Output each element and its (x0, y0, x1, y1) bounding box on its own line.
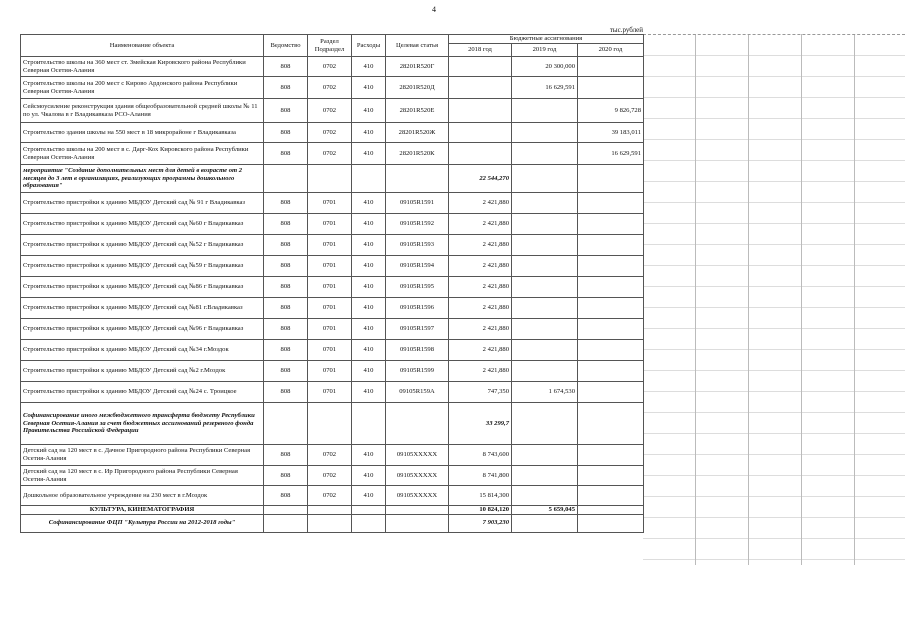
page-number: 4 (432, 5, 436, 14)
cell-y2019: 1 674,530 (512, 382, 578, 403)
cell-y2018: 15 814,300 (449, 486, 512, 506)
cell-name: Детский сад на 120 мест в с. Дачное Пригородного района Республики Северная Осетия-Алания (21, 445, 264, 466)
cell-y2020 (578, 57, 644, 77)
cell-dept: 808 (264, 340, 308, 361)
cell-expenses (352, 165, 386, 193)
cell-dept: 808 (264, 77, 308, 99)
cell-target: 09105R159А (386, 382, 449, 403)
cell-target (386, 403, 449, 445)
table-row (21, 361, 644, 382)
cell-name: Строительство пристройки к зданию МБДОУ Детский сад №86 г Владикавказ (21, 277, 264, 298)
cell-y2019 (512, 486, 578, 506)
table-row (21, 57, 644, 77)
cell-y2020 (578, 514, 644, 532)
table-row (21, 466, 644, 486)
cell-y2020 (578, 298, 644, 319)
cell-dept: 808 (264, 214, 308, 235)
table-row (21, 99, 644, 123)
table-row (21, 298, 644, 319)
cell-y2020 (578, 256, 644, 277)
cell-y2019 (512, 214, 578, 235)
budget-table (20, 34, 644, 533)
table-row (21, 214, 644, 235)
cell-section: 0702 (308, 445, 352, 466)
table-row (21, 193, 644, 214)
cell-section: 0702 (308, 77, 352, 99)
cell-target: 28201R520Ж (386, 123, 449, 143)
cell-dept: 808 (264, 361, 308, 382)
cell-section: 0701 (308, 193, 352, 214)
cell-expenses (352, 514, 386, 532)
cell-section: 0702 (308, 143, 352, 165)
cell-y2019: 20 300,000 (512, 57, 578, 77)
empty-grid-area (643, 34, 905, 565)
cell-y2019 (512, 235, 578, 256)
units-label: тыс.рублей (609, 26, 643, 34)
cell-section (308, 514, 352, 532)
cell-y2020 (578, 445, 644, 466)
cell-expenses: 410 (352, 123, 386, 143)
cell-y2018: 7 903,230 (449, 514, 512, 532)
cell-y2018: 2 421,880 (449, 361, 512, 382)
cell-y2020 (578, 403, 644, 445)
cell-y2018: 8 743,600 (449, 445, 512, 466)
cell-section: 0701 (308, 214, 352, 235)
cell-y2020 (578, 165, 644, 193)
cell-expenses: 410 (352, 466, 386, 486)
cell-y2020 (578, 506, 644, 515)
cell-y2018: 2 421,880 (449, 193, 512, 214)
cell-y2019 (512, 277, 578, 298)
cell-dept: 808 (264, 486, 308, 506)
cell-y2019 (512, 123, 578, 143)
cell-section: 0702 (308, 99, 352, 123)
cell-y2018: 2 421,880 (449, 319, 512, 340)
header-2018: 2018 год (449, 44, 512, 57)
cell-y2020 (578, 340, 644, 361)
cell-section: 0702 (308, 486, 352, 506)
cell-y2018: 10 824,120 (449, 506, 512, 515)
header-expenses: Расходы (352, 35, 386, 57)
cell-y2019 (512, 466, 578, 486)
cell-target (386, 506, 449, 515)
table-row (21, 165, 644, 193)
table-row (21, 256, 644, 277)
header-name: Наименование объекта (21, 35, 264, 57)
header-dept: Ведомство (264, 35, 308, 57)
cell-y2019 (512, 298, 578, 319)
cell-y2020 (578, 193, 644, 214)
cell-y2020: 16 629,591 (578, 143, 644, 165)
cell-dept: 808 (264, 277, 308, 298)
cell-target (386, 165, 449, 193)
cell-y2018: 2 421,880 (449, 235, 512, 256)
cell-name: Строительство пристройки к зданию МБДОУ Детский сад №81 г.Владикавказ (21, 298, 264, 319)
cell-name: Софинансирование иного межбюджетного трансферта бюджету Республики Северная Осетия-Алания за счет бюджетных ассигнований резервного фонда Правительства Российской Федерации (21, 403, 264, 445)
header-target: Целевая статья (386, 35, 449, 57)
table-row (21, 143, 644, 165)
cell-y2019 (512, 403, 578, 445)
table-row (21, 319, 644, 340)
table-row (21, 340, 644, 361)
cell-name: Софинансирование ФЦП "Культура России на 2012-2018 годы" (21, 514, 264, 532)
cell-target: 09105R1596 (386, 298, 449, 319)
cell-dept: 808 (264, 256, 308, 277)
cell-y2019 (512, 340, 578, 361)
cell-dept: 808 (264, 123, 308, 143)
cell-expenses: 410 (352, 256, 386, 277)
cell-section: 0701 (308, 256, 352, 277)
cell-y2018: 747,350 (449, 382, 512, 403)
cell-name: Строительство школы на 200 мест с Кирово Ардонского района Республики Северная Осетия-Алания (21, 77, 264, 99)
cell-name: Строительство здания школы на 550 мест в 18 микрорайоне г Владикавказа (21, 123, 264, 143)
cell-y2020 (578, 486, 644, 506)
cell-target: 28201R520К (386, 143, 449, 165)
cell-name: Строительство пристройки к зданию МБДОУ Детский сад №59 г Владикавказ (21, 256, 264, 277)
cell-expenses: 410 (352, 382, 386, 403)
cell-y2019 (512, 143, 578, 165)
cell-target: 09105R1595 (386, 277, 449, 298)
cell-y2020 (578, 77, 644, 99)
cell-expenses (352, 506, 386, 515)
cell-y2019 (512, 319, 578, 340)
cell-target: 09105R1597 (386, 319, 449, 340)
cell-y2018: 2 421,880 (449, 340, 512, 361)
cell-y2019 (512, 99, 578, 123)
cell-y2019 (512, 165, 578, 193)
cell-name: Строительство школы на 360 мест ст. Змейская Кировского района Республики Северная Осетия-Алания (21, 57, 264, 77)
table-row (21, 403, 644, 445)
header-2020: 2020 год (578, 44, 644, 57)
header-section: Раздел Подраздел (308, 35, 352, 57)
cell-expenses: 410 (352, 277, 386, 298)
cell-dept: 808 (264, 99, 308, 123)
cell-dept: 808 (264, 193, 308, 214)
cell-dept: 808 (264, 319, 308, 340)
cell-y2018: 22 544,270 (449, 165, 512, 193)
table-row (21, 514, 644, 532)
cell-target: 09105R1599 (386, 361, 449, 382)
cell-y2018 (449, 143, 512, 165)
cell-y2019 (512, 256, 578, 277)
cell-name: Строительство пристройки к зданию МБДОУ Детский сад №96 г Владикавказ (21, 319, 264, 340)
cell-expenses: 410 (352, 99, 386, 123)
cell-name: мероприятие "Создание дополнительных мест для детей в возрасте от 2 месяцев до 3 лет в организациях, реализующих программы дошкольного образования" (21, 165, 264, 193)
cell-y2018 (449, 77, 512, 99)
cell-dept: 808 (264, 382, 308, 403)
cell-section: 0701 (308, 340, 352, 361)
cell-section (308, 506, 352, 515)
cell-expenses: 410 (352, 486, 386, 506)
cell-y2020 (578, 361, 644, 382)
cell-target: 09105ХХХХХ (386, 486, 449, 506)
table-row (21, 486, 644, 506)
cell-expenses: 410 (352, 298, 386, 319)
cell-target (386, 514, 449, 532)
cell-name: Строительство пристройки к зданию МБДОУ Детский сад №2 г.Моздок (21, 361, 264, 382)
cell-y2018: 2 421,880 (449, 214, 512, 235)
cell-y2020 (578, 214, 644, 235)
cell-y2018: 2 421,880 (449, 298, 512, 319)
cell-name: Дошкольное образовательное учреждение на 230 мест в г.Моздок (21, 486, 264, 506)
table-row (21, 77, 644, 99)
cell-target: 09105ХХХХХ (386, 445, 449, 466)
header-budget: Бюджетные ассигнования (449, 35, 644, 44)
cell-section: 0702 (308, 57, 352, 77)
cell-dept: 808 (264, 298, 308, 319)
cell-target: 09105R1593 (386, 235, 449, 256)
cell-dept: 808 (264, 143, 308, 165)
cell-y2018: 2 421,880 (449, 277, 512, 298)
cell-target: 09105R1594 (386, 256, 449, 277)
cell-y2020 (578, 466, 644, 486)
cell-dept: 808 (264, 57, 308, 77)
cell-section: 0702 (308, 123, 352, 143)
cell-dept (264, 403, 308, 445)
cell-name: Строительство пристройки к зданию МБДОУ Детский сад №52 г Владикавказ (21, 235, 264, 256)
cell-y2019: 16 629,591 (512, 77, 578, 99)
cell-y2020: 39 183,011 (578, 123, 644, 143)
table-row (21, 235, 644, 256)
table-row (21, 277, 644, 298)
cell-y2020 (578, 319, 644, 340)
cell-y2020 (578, 277, 644, 298)
cell-name: Строительство школы на 200 мест в с. Дарг-Кох Кировского района Республики Северная Осетия-Алания (21, 143, 264, 165)
table-row (21, 506, 644, 515)
cell-y2019 (512, 445, 578, 466)
cell-expenses: 410 (352, 143, 386, 165)
cell-target: 09105R1598 (386, 340, 449, 361)
cell-section: 0701 (308, 382, 352, 403)
table-row (21, 123, 644, 143)
header-2019: 2019 год (512, 44, 578, 57)
cell-target: 09105ХХХХХ (386, 466, 449, 486)
cell-expenses: 410 (352, 445, 386, 466)
cell-y2018: 33 299,7 (449, 403, 512, 445)
cell-name: Строительство пристройки к зданию МБДОУ Детский сад №34 г.Моздок (21, 340, 264, 361)
cell-target: 09105R1591 (386, 193, 449, 214)
cell-y2020 (578, 235, 644, 256)
cell-section (308, 165, 352, 193)
cell-section: 0701 (308, 319, 352, 340)
cell-y2018 (449, 99, 512, 123)
cell-expenses (352, 403, 386, 445)
cell-y2019 (512, 193, 578, 214)
cell-name: Детский сад на 120 мест в с. Ир Пригородного района Республики Северная Осетия-Алания (21, 466, 264, 486)
cell-dept: 808 (264, 445, 308, 466)
cell-expenses: 410 (352, 361, 386, 382)
cell-target: 28201R520Г (386, 57, 449, 77)
cell-section: 0701 (308, 277, 352, 298)
cell-target: 28201R520Д (386, 77, 449, 99)
cell-y2020 (578, 382, 644, 403)
cell-y2020: 9 826,728 (578, 99, 644, 123)
cell-expenses: 410 (352, 57, 386, 77)
cell-target: 09105R1592 (386, 214, 449, 235)
cell-section (308, 403, 352, 445)
cell-dept (264, 514, 308, 532)
cell-name: Сейсмоусиление реконструкция здания общеобразовательной средней школы № 11 по ул. Чкалова в г Владикавказа РСО-Алания (21, 99, 264, 123)
cell-section: 0701 (308, 361, 352, 382)
cell-name: Строительство пристройки к зданию МБДОУ Детский сад №24 с. Троицкое (21, 382, 264, 403)
cell-expenses: 410 (352, 340, 386, 361)
cell-dept: 808 (264, 466, 308, 486)
table-row (21, 445, 644, 466)
cell-y2019 (512, 514, 578, 532)
cell-y2019 (512, 361, 578, 382)
cell-dept (264, 165, 308, 193)
cell-expenses: 410 (352, 77, 386, 99)
cell-name: Строительство пристройки к зданию МБДОУ Детский сад №60 г Владикавказ (21, 214, 264, 235)
cell-y2018 (449, 57, 512, 77)
cell-section: 0701 (308, 298, 352, 319)
cell-expenses: 410 (352, 193, 386, 214)
cell-dept: 808 (264, 235, 308, 256)
cell-dept (264, 506, 308, 515)
cell-y2018: 8 741,800 (449, 466, 512, 486)
cell-y2019: 5 659,045 (512, 506, 578, 515)
cell-name: Строительство пристройки к зданию МБДОУ Детский сад № 91 г Владикавказ (21, 193, 264, 214)
cell-expenses: 410 (352, 235, 386, 256)
cell-section: 0701 (308, 235, 352, 256)
cell-y2018 (449, 123, 512, 143)
cell-y2018: 2 421,880 (449, 256, 512, 277)
cell-target: 28201R520Е (386, 99, 449, 123)
cell-section: 0702 (308, 466, 352, 486)
cell-expenses: 410 (352, 319, 386, 340)
table-row (21, 382, 644, 403)
cell-name: КУЛЬТУРА, КИНЕМАТОГРАФИЯ (21, 506, 264, 515)
cell-expenses: 410 (352, 214, 386, 235)
